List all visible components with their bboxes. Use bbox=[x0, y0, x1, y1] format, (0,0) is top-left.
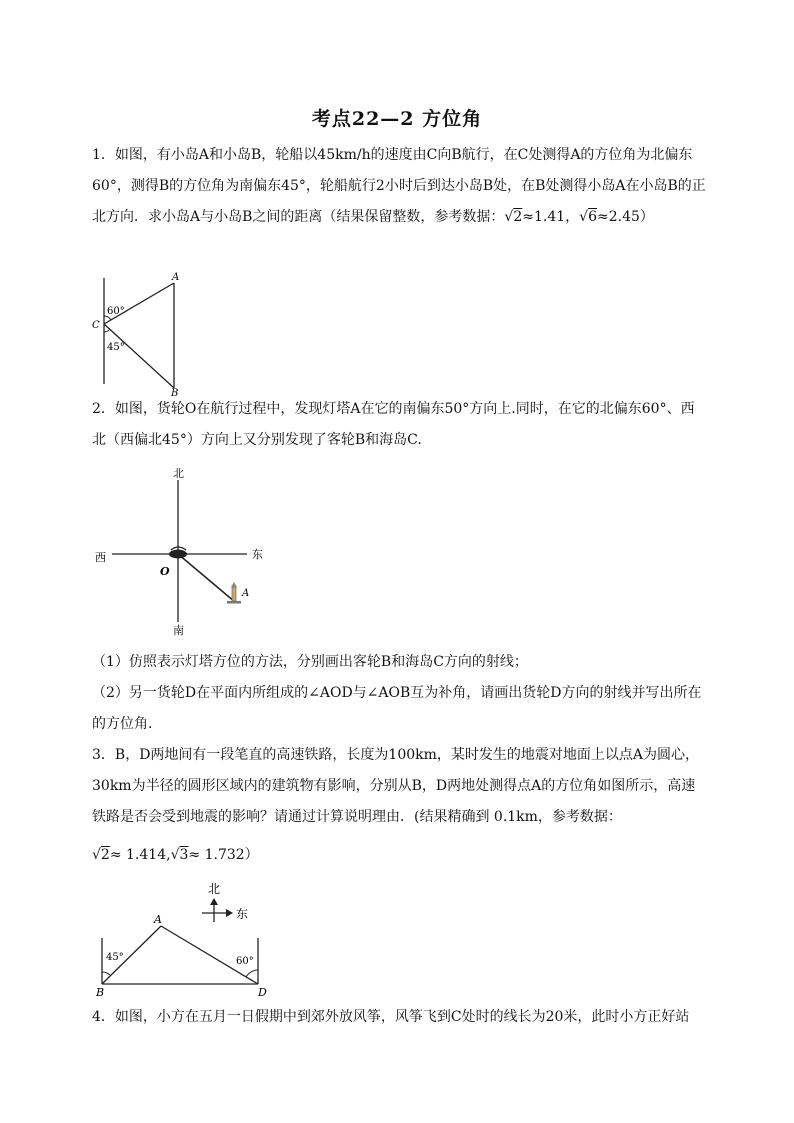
question-2-part-2: （2）另一货轮D在平面内所组成的∠AOD与∠AOB互为补角，请画出货轮D方向的射线并写出所在的方位角. bbox=[92, 685, 702, 732]
label-B: B bbox=[96, 986, 105, 999]
angle-arc-bottom bbox=[104, 329, 110, 332]
line-CA bbox=[104, 283, 174, 324]
line-AD bbox=[161, 926, 258, 984]
angle-45-label: 45° bbox=[106, 952, 124, 963]
sqrt-symbol: √2 bbox=[504, 209, 523, 225]
angle-60-label: 60° bbox=[236, 956, 254, 967]
angle-45-label: 45° bbox=[107, 342, 125, 353]
label-south: 南 bbox=[173, 624, 184, 637]
label-east: 东 bbox=[236, 907, 249, 921]
sqrt-2-radicand: 2 bbox=[513, 209, 523, 225]
question-3-reference-data bbox=[92, 840, 706, 871]
question-1-figure bbox=[88, 270, 198, 400]
question-2-part-1: （1）仿照表示灯塔方位的方法，分别画出客轮B和海岛C方向的射线； bbox=[92, 654, 528, 670]
compass-icon bbox=[202, 898, 233, 922]
sqrt-6-radicand: 6 bbox=[588, 209, 597, 225]
sqrt-3-radicand: 3 bbox=[179, 847, 189, 863]
label-north: 北 bbox=[208, 882, 221, 896]
question-3-text: 3．B，D两地间有一段笔直的高速铁路，长度为100km，某时发生的地震对地面上以点A为圆心，30km为半径的圆形区域内的建筑物有影响，分别从B，D两地处测得点A的方位角如图所示，高速铁路是否会受到地震的影响？请通过计算说明理由．(结果精确到 0.1km，参考数据： bbox=[92, 747, 700, 825]
label-A: A bbox=[242, 588, 250, 599]
question-2-text: 2．如图，货轮O在航行过程中，发现灯塔A在它的南偏东50°方向上.同时，在它的北偏东60°、西北（西偏北45°）方向上又分别发现了客轮B和海岛C. bbox=[92, 401, 695, 448]
question-2-figure bbox=[92, 462, 282, 640]
angle-arc-D bbox=[246, 970, 258, 977]
ray-OA bbox=[178, 554, 235, 602]
label-A: A bbox=[172, 272, 180, 283]
sqrt-symbol: √3 bbox=[170, 847, 189, 863]
ship-icon bbox=[169, 550, 187, 559]
sqrt-2-radicand: 2 bbox=[100, 847, 110, 863]
label-A: A bbox=[154, 913, 162, 926]
question-1-text bbox=[92, 140, 706, 233]
line-CB bbox=[104, 324, 174, 388]
label-west: 西 bbox=[95, 551, 106, 564]
label-C: C bbox=[92, 320, 100, 331]
question-4-text: 4．如图，小方在五月一日假期中到郊外放风筝，风筝飞到C处时的线长为20米，此时小方正好站 bbox=[92, 1009, 690, 1025]
lighthouse-icon bbox=[227, 582, 241, 604]
approx-value-1: ≈1.41， bbox=[522, 209, 580, 225]
label-north: 北 bbox=[173, 467, 184, 480]
approx-value-1: ≈ 1.414, bbox=[109, 847, 171, 863]
page-title: 考点22—2 方位角 bbox=[311, 108, 483, 130]
sqrt-symbol: √2 bbox=[92, 847, 110, 863]
label-O: O bbox=[160, 565, 170, 578]
question-1-body: 1．如图，有小岛A和小岛B，轮船以45km/h的速度由C向B航行，在C处测得A的方位角为北偏东60°，测得B的方位角为南偏东45°，轮船航行2小时后到达小岛B处，在B处测得小岛A在小岛B的正北方向．求小岛A与小岛B之间的距离（结果保留整数，参考数据： bbox=[92, 147, 706, 225]
approx-value-2: ≈ 1.732） bbox=[188, 847, 259, 863]
sqrt-symbol: √6 bbox=[579, 209, 597, 225]
label-east: 东 bbox=[252, 548, 263, 561]
question-3-figure bbox=[92, 878, 282, 1000]
approx-value-2: ≈2.45） bbox=[597, 209, 654, 225]
angle-60-label: 60° bbox=[107, 306, 125, 317]
label-D: D bbox=[258, 986, 267, 999]
angle-arc-B bbox=[102, 972, 110, 975]
label-B: B bbox=[171, 388, 179, 399]
